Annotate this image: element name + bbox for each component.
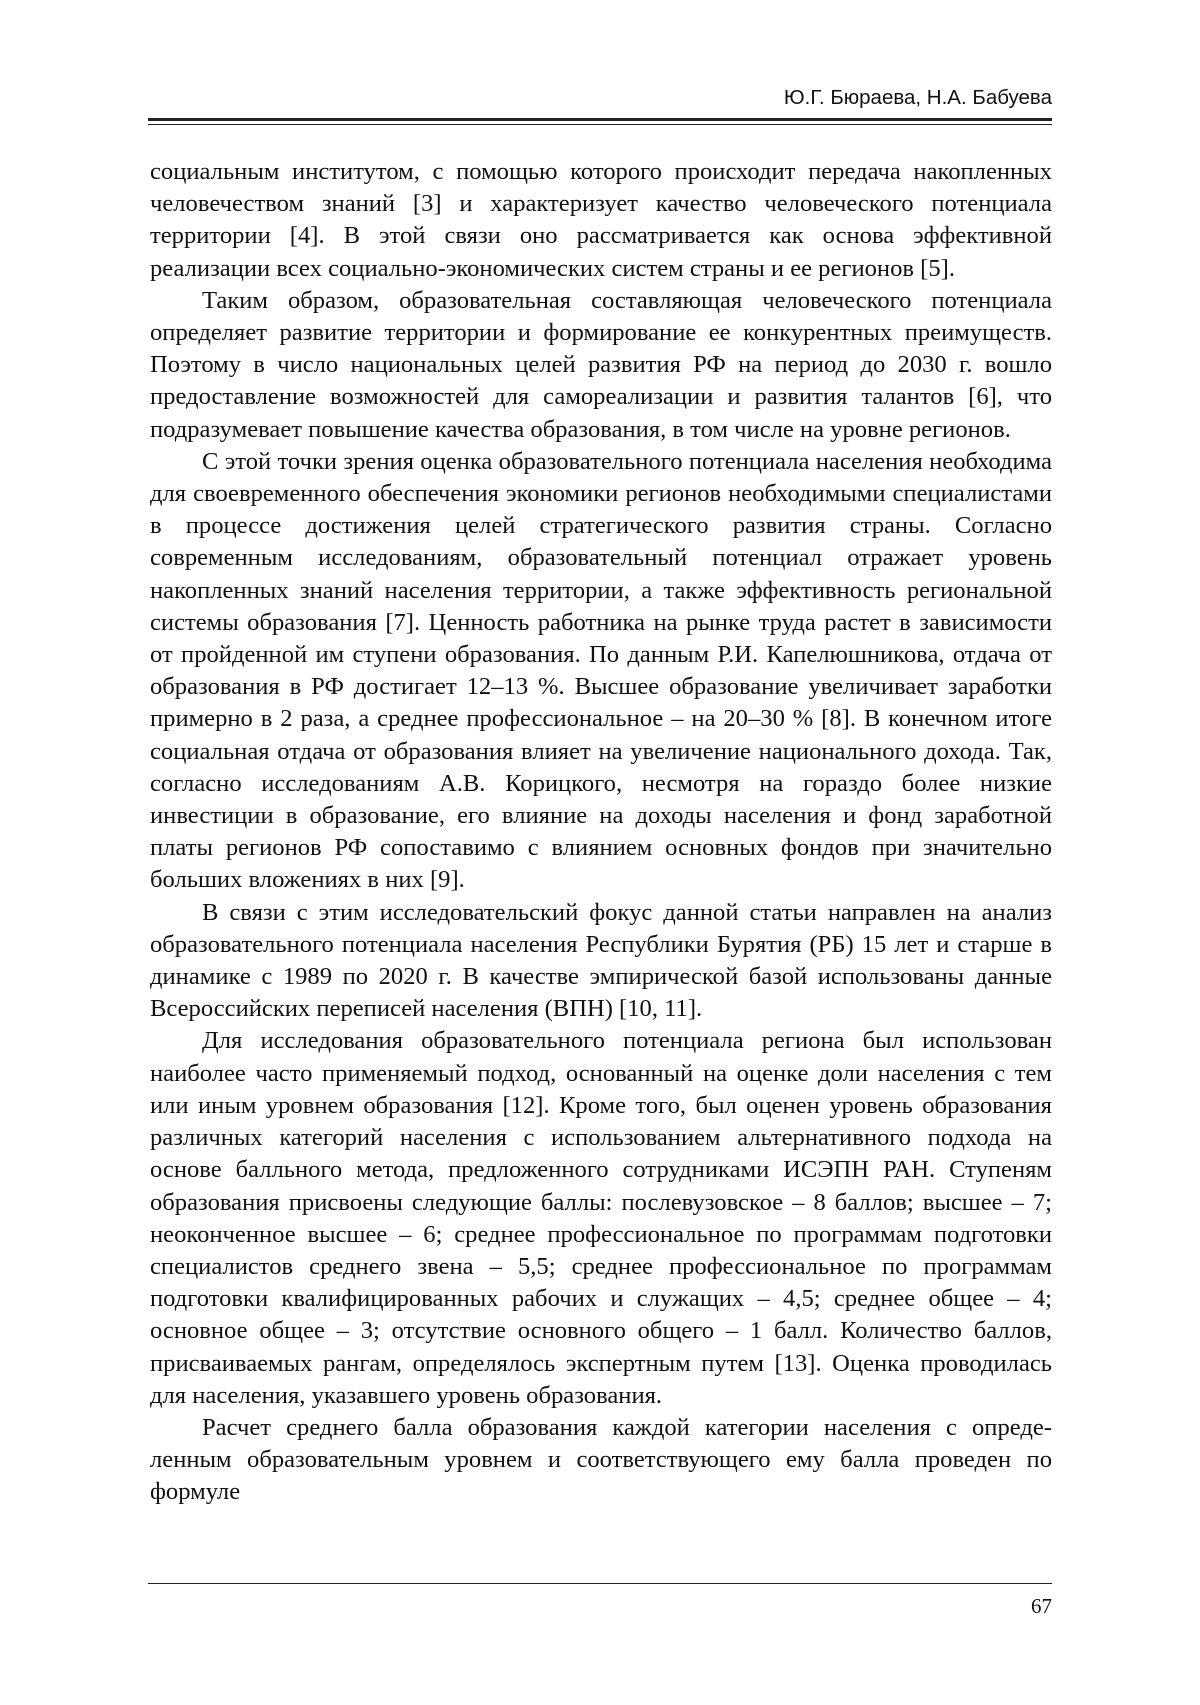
header-rule-thin <box>148 124 1052 125</box>
paragraph-continuation: социальным институтом, с помощью которого происходит передача накоплен­ных человечеством знаний [3] и характеризует качество человеческого потен­циала территории [4]. В этой связи оно рассматривается как основа эффектив­ной реализации всех социально-экономических систем страны и ее регионов [5]. <box>150 156 1052 285</box>
paragraph: Таким образом, образовательная составляющая человеческого потенциала определяет развитие территории и формирование ее конкурентных преимуществ. Поэтому в число национальных целей развития РФ на период до 2030 г. вошло предоставление возможностей для самореализации и развития талантов [6], что подразумевает повышение качества образования, в том числе на уровне регионов. <box>150 285 1052 446</box>
page-number: 67 <box>148 1594 1052 1619</box>
footer-rule <box>148 1583 1052 1584</box>
header-rule-thick <box>148 118 1052 121</box>
paragraph: Расчет среднего балла образования каждой категории населения с опреде­ленным образовательным уровнем и соответствующего ему балла проведен по формуле <box>150 1412 1052 1509</box>
running-head-authors: Ю.Г. Бюраева, Н.А. Бабуева <box>148 86 1052 110</box>
article-body <box>150 156 1052 1509</box>
paragraph: Для исследования образовательного потенциала региона был использован наиболее часто применяемый подход, основанный на оценке доли населения с тем или иным уровнем образования [12]. Кроме того, был оценен уровень обра­зования различных категорий населения с использованием альтернативного под­хода на основе балльного метода, предложенного сотрудниками ИСЭПН РАН. Ступеням образования присвоены следующие баллы: послевузовское – 8 баллов; высшее – 7; неоконченное высшее – 6; среднее профессиональное по программам подготовки специалистов среднего звена – 5,5; среднее профессиональное по про­граммам подготовки квалифицированных рабочих и служащих – 4,5; среднее об­щее – 4; основное общее – 3; отсутствие основного общего – 1 балл. Количество баллов, присваиваемых рангам, определялось экспертным путем [13]. Оценка проводилась для населения, указавшего уровень образования. <box>150 1025 1052 1411</box>
paragraph: С этой точки зрения оценка образовательного потенциала населения необ­ходима для своевременного обеспечения экономики регионов необходимыми специалистами в процессе достижения целей стратегического развития страны. Согласно современным исследованиям, образовательный потенциал отражает уровень накопленных знаний населения территории, а также эффективность ре­гиональной системы образования [7]. Ценность работника на рынке труда рас­тет в зависимости от пройденной им ступени образования. По данным Р.И. Ка­пелюшникова, отдача от образования в РФ достигает 12–13 %. Высшее образо­вание увеличивает заработки примерно в 2 раза, а среднее профессиональное – на 20–30 % [8]. В конечном итоге социальная отдача от образования влияет на увеличение национального дохода. Так, согласно исследованиям А.В. Кориц­кого, несмотря на гораздо более низкие инвестиции в образование, его влияние на доходы населения и фонд заработной платы регионов РФ сопоставимо с вли­янием основных фондов при значительно больших вложениях в них [9]. <box>150 446 1052 897</box>
paragraph: В связи с этим исследовательский фокус данной статьи направлен на ана­лиз образовательного потенциала населения Республики Бурятия (РБ) 15 лет и старше в динамике с 1989 по 2020 г. В качестве эмпирической базой использо­ваны данные Всероссийских переписей населения (ВПН) [10, 11]. <box>150 897 1052 1026</box>
journal-page <box>0 0 1200 1705</box>
